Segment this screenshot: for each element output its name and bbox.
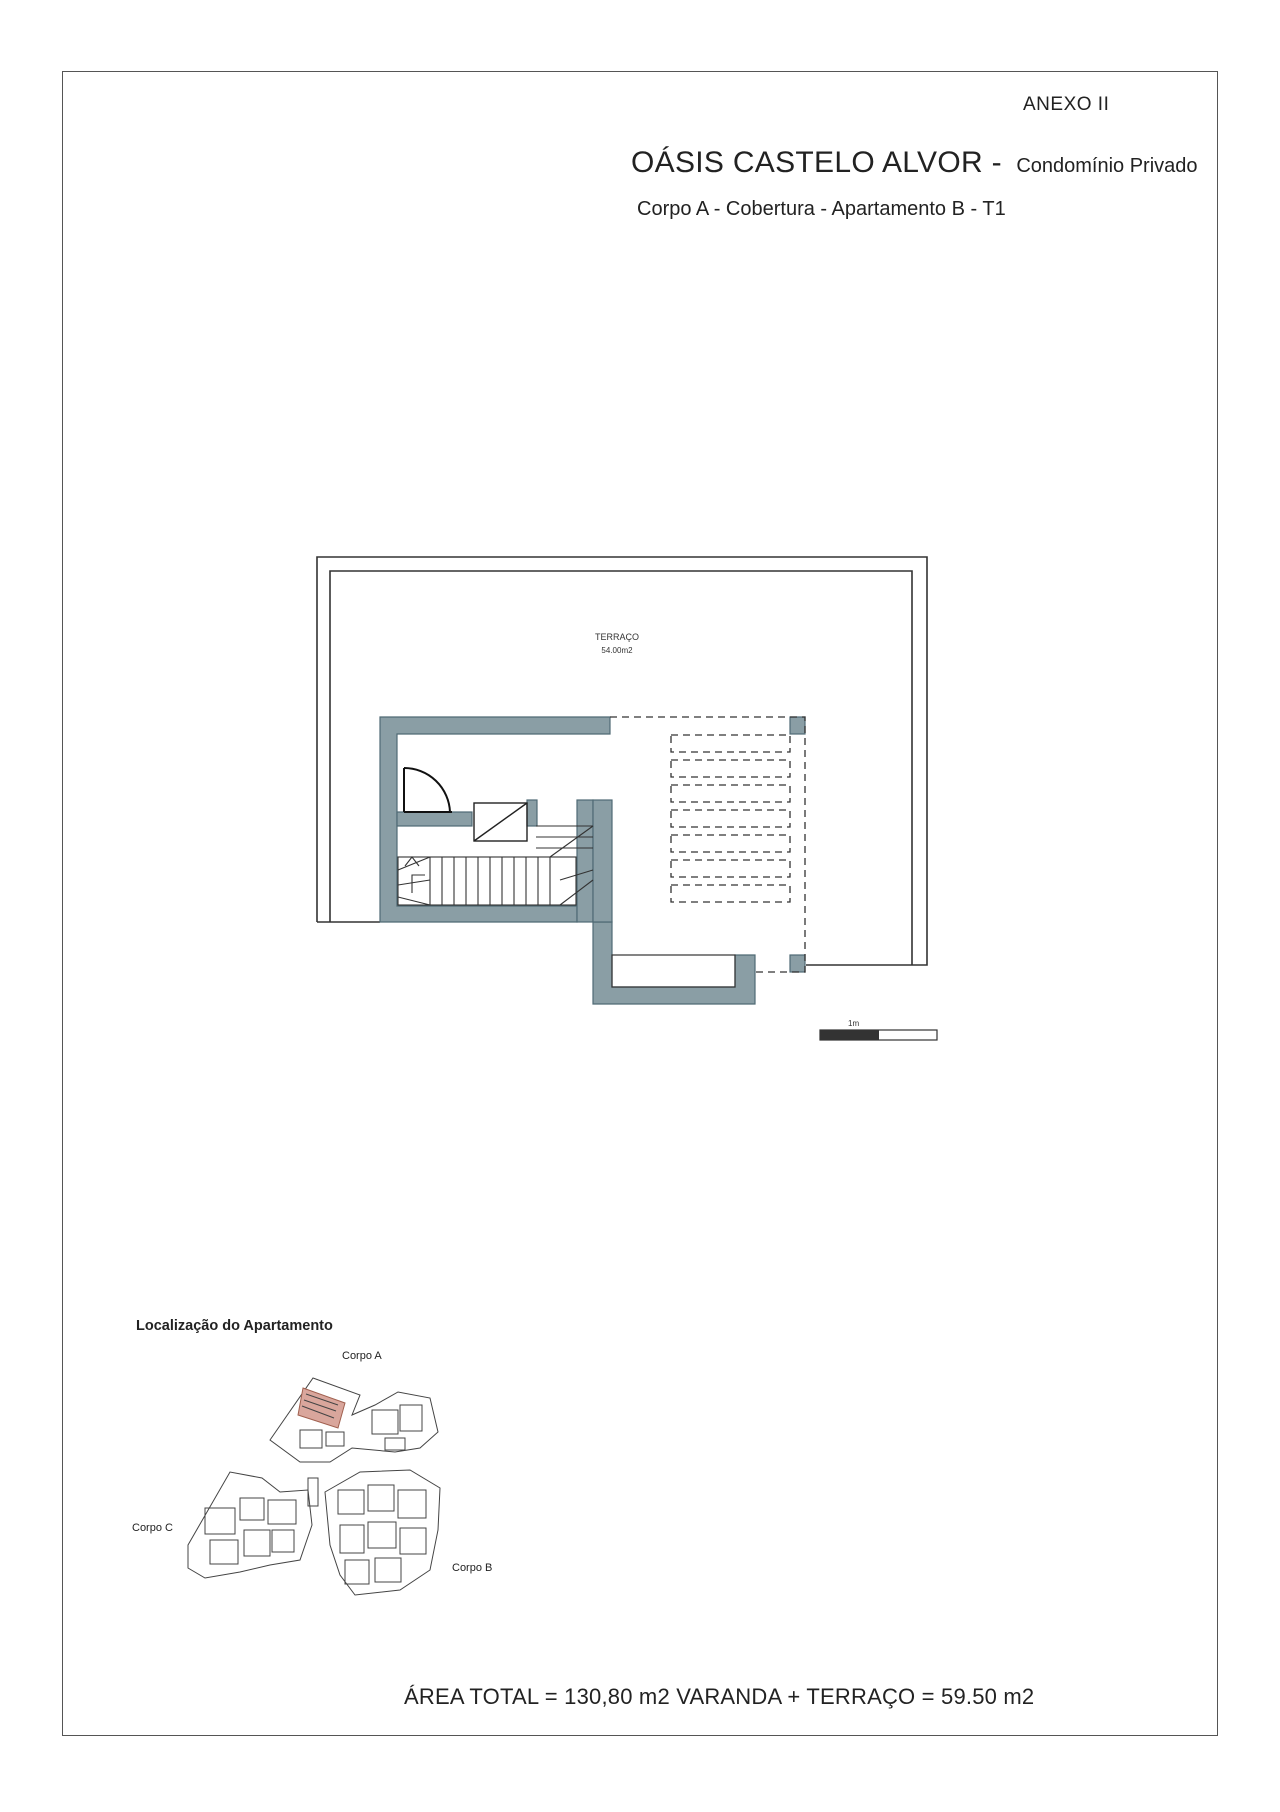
terrace-area: 54.00m2 xyxy=(601,646,633,655)
terrace-label: TERRAÇO xyxy=(594,632,640,642)
dashed-outline xyxy=(610,717,805,972)
project-title: OÁSIS CASTELO ALVOR - xyxy=(631,146,1002,179)
door-symbol xyxy=(404,768,452,812)
site-key-plan xyxy=(188,1378,440,1595)
walls xyxy=(380,717,805,1004)
scale-label: 1m xyxy=(848,1019,860,1028)
location-title: Localização do Apartamento xyxy=(136,1318,333,1334)
corpo-a-label: Corpo A xyxy=(342,1350,382,1362)
service-area-outline xyxy=(612,955,735,987)
annex-label: ANEXO II xyxy=(1023,94,1110,115)
corpo-c-label: Corpo C xyxy=(132,1522,173,1534)
area-totals: ÁREA TOTAL = 130,80 m2 VARANDA + TERRAÇO = 59.50 m2 xyxy=(404,1684,1035,1709)
scale-bar xyxy=(820,1030,937,1040)
corpo-b-label: Corpo B xyxy=(452,1562,493,1574)
shaft-symbol xyxy=(474,803,527,841)
terrace-outline xyxy=(317,557,927,965)
unit-description: Corpo A - Cobertura - Apartamento B - T1 xyxy=(637,198,1006,220)
project-subtitle: Condomínio Privado xyxy=(1016,155,1198,177)
staircase xyxy=(398,826,593,905)
